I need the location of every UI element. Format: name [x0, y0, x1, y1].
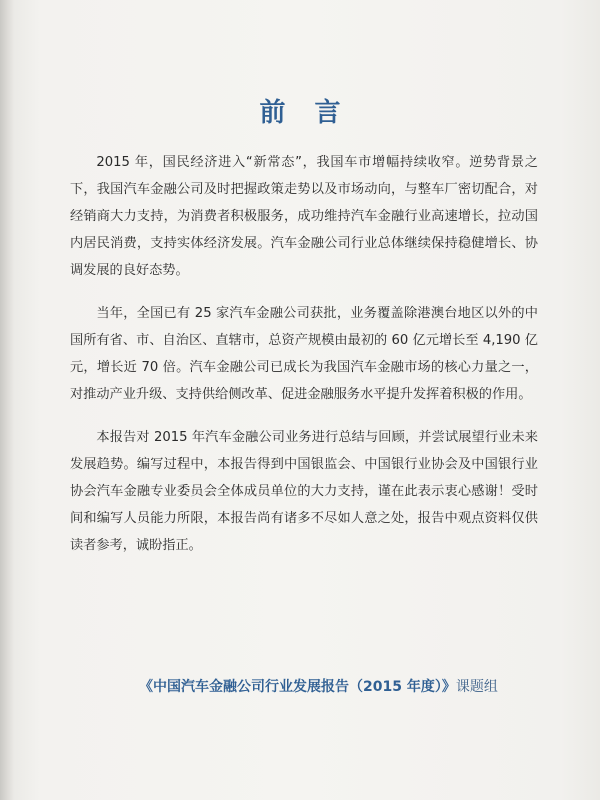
report-title: 《中国汽车金融公司行业发展报告（2015 年度）》: [139, 679, 456, 695]
paragraph-3: 本报告对 2015 年汽车金融公司业务进行总结与回顾，并尝试展望行业未来发展趋势。编写过程中，本报告得到中国银监会、中国银行业协会及中国银行业协会汽车金融专业委员会全体成员单位的大力支持，谨在此表示衷心感谢！受时间和编写人员能力所限，本报告尚有诸多不尽如人意之处，报告中观点资料仅供读者参考，诚盼指正。: [70, 430, 538, 553]
report-attribution: [139, 676, 498, 696]
preface-body: [70, 149, 538, 575]
paragraph-1: 2015 年，国民经济进入“新常态”，我国车市增幅持续收窄。逆势背景之下，我国汽车金融公司及时把握政策走势以及市场动向，与整车厂密切配合，对经销商大力支持，为消费者积极服务，成功维持汽车金融行业高速增长，拉动国内居民消费，支持实体经济发展。汽车金融公司行业总体继续保持稳健增长、协调发展的良好态势。: [70, 155, 538, 278]
group-label: 课题组: [455, 679, 498, 695]
paragraph-2: 当年，全国已有 25 家汽车金融公司获批，业务覆盖除港澳台地区以外的中国所有省、市、自治区、直辖市，总资产规模由最初的 60 亿元增长至 4,190 亿元，增长近 70 倍。汽车金融公司已成长为我国汽车金融市场的核心力量之一，对推动产业升级、支持供给侧改革、促进金融服务水平提升发挥着积极的作用。: [70, 306, 538, 402]
page-title: 前 言: [259, 98, 351, 128]
